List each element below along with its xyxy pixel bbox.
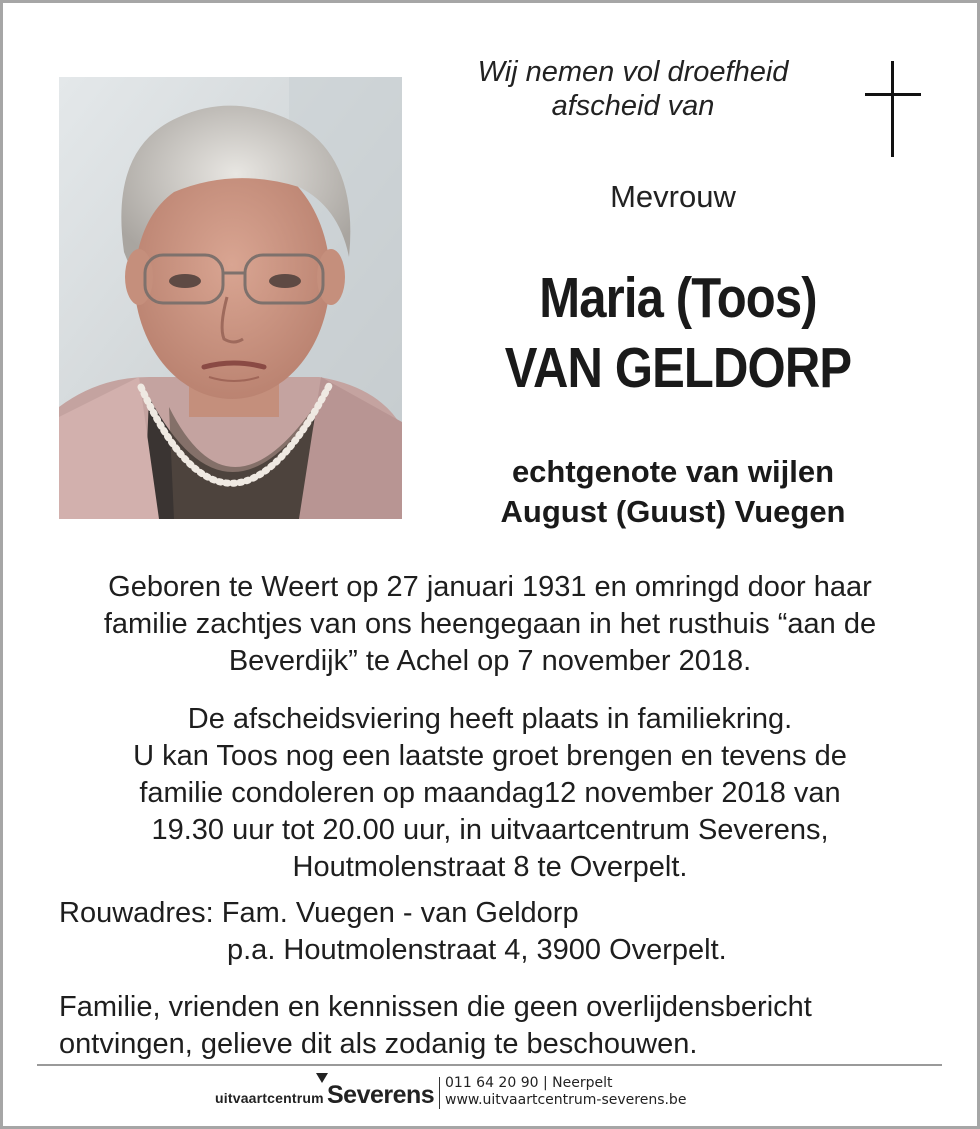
ceremony-line: Houtmolenstraat 8 te Overpelt. — [292, 851, 688, 883]
notice-line: Familie, vrienden en kennissen die geen overlijdensbericht — [59, 991, 812, 1023]
contact-block — [445, 1075, 686, 1109]
deceased-name — [459, 263, 898, 403]
ceremony-line: U kan Toos nog een laatste groet brengen en tevens de — [133, 740, 847, 772]
website-link[interactable]: www.uitvaartcentrum-severens.be — [445, 1092, 687, 1108]
address-line-2: p.a. Houtmolenstraat 4, 3900 Overpelt. — [227, 934, 727, 966]
notice-line: ontvingen, gelieve dit als zodanig te beschouwen. — [59, 1028, 698, 1060]
notice-paragraph — [59, 989, 939, 1063]
mourning-address — [59, 895, 939, 969]
ceremony-line: De afscheidsviering heeft plaats in familiekring. — [187, 703, 793, 735]
intro-line-1: Wij nemen vol droefheid — [477, 56, 789, 88]
birth-paragraph — [23, 569, 957, 680]
deceased-name-line-1: Maria (Toos) — [539, 266, 817, 330]
cross-icon — [865, 61, 921, 157]
phone-line: 011 64 20 90 | Neerpelt — [445, 1075, 613, 1091]
address-line-1: Rouwadres: Fam. Vuegen - van Geldorp — [59, 897, 579, 929]
brand-name: Severens — [327, 1081, 435, 1109]
brand-prefix: uitvaartcentrum — [215, 1090, 324, 1106]
honorific: Mevrouw — [610, 179, 736, 214]
deceased-name-line-2: VAN GELDORP — [504, 336, 852, 400]
footer-separator — [439, 1077, 440, 1109]
footer-divider — [37, 1064, 942, 1066]
ceremony-paragraph — [23, 701, 957, 886]
birth-line: Geboren te Weert op 27 januari 1931 en omringd door haar — [108, 571, 872, 603]
spouse-info — [423, 452, 923, 532]
birth-line: Beverdijk” te Achel op 7 november 2018. — [228, 645, 752, 677]
intro-text — [423, 55, 843, 123]
funeral-home-footer — [215, 1071, 775, 1119]
spouse-line-1: echtgenote van wijlen — [511, 454, 835, 489]
ceremony-line: familie condoleren op maandag12 november 2018 van — [139, 777, 841, 809]
portrait-photo — [59, 77, 402, 519]
intro-line-2: afscheid van — [551, 90, 715, 122]
birth-line: familie zachtjes van ons heengegaan in het rusthuis “aan de — [103, 608, 877, 640]
ceremony-line: 19.30 uur tot 20.00 uur, in uitvaartcentrum Severens, — [151, 814, 829, 846]
spouse-line-2: August (Guust) Vuegen — [500, 494, 846, 529]
